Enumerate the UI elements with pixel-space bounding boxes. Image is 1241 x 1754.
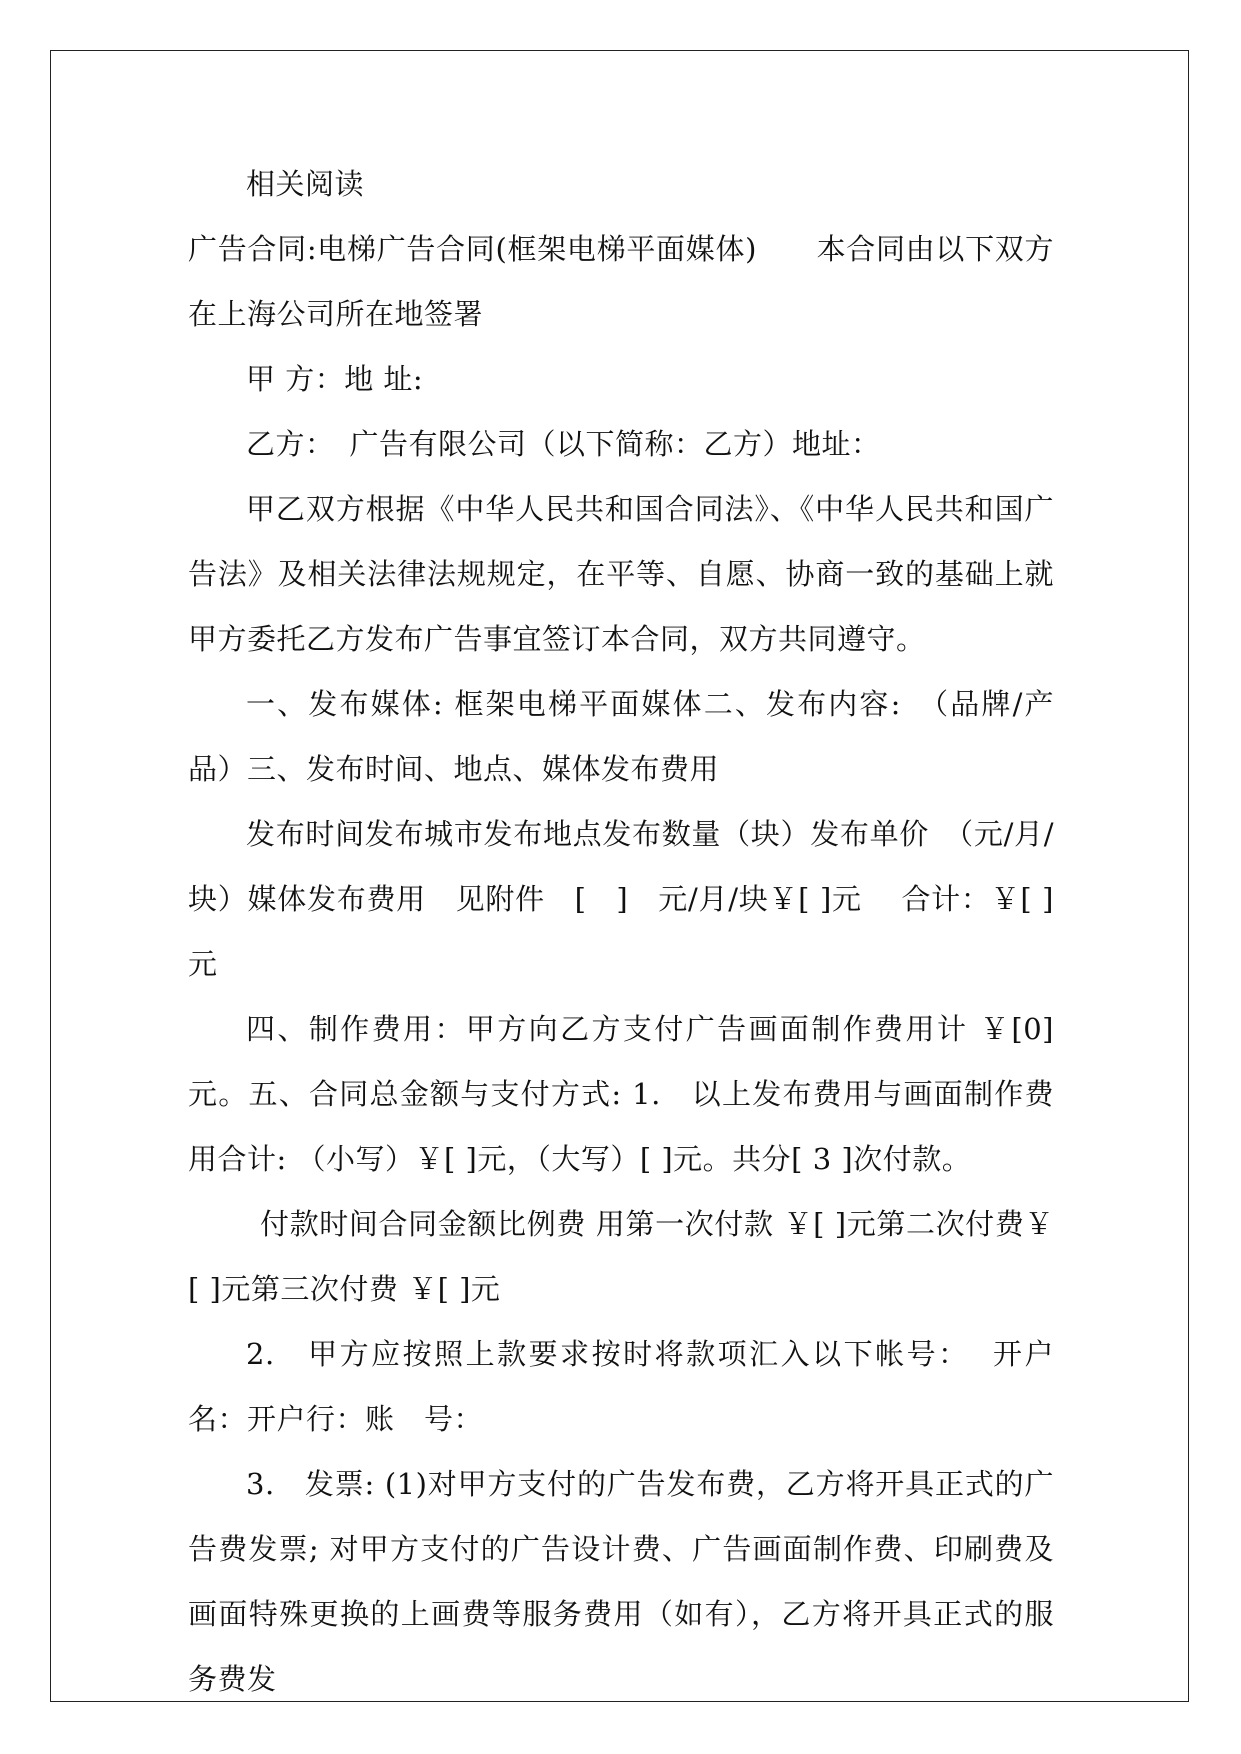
payment-schedule-paragraph: 付款时间合同金额比例费 用第一次付款 ￥[ ]元第二次付费￥[ ]元第三次付费 ￥[ ]元 — [188, 1207, 1054, 1306]
contract-title-paragraph: 广告合同:电梯广告合同(框架电梯平面媒体) 本合同由以下双方在上海公司所在地签署 — [188, 232, 1054, 331]
document-body — [188, 152, 1054, 1712]
bank-account-paragraph: 2. 甲方应按照上款要求按时将款项汇入以下帐号： 开户名：开户行：账 号： — [188, 1337, 1054, 1436]
party-a-line: 甲 方：地 址: — [246, 362, 424, 396]
party-b-line: 乙方： 广告有限公司（以下简称：乙方）地址： — [246, 427, 881, 461]
related-reading-heading: 相关阅读 — [246, 167, 365, 201]
preamble-paragraph: 甲乙双方根据《中华人民共和国合同法》、《中华人民共和国广告法》及相关法律法规规定，在平等、自愿、协商一致的基础上就甲方委托乙方发布广告事宜签订本合同，双方共同遵守。 — [188, 492, 1054, 656]
production-and-payment-paragraph: 四、制作费用：甲方向乙方支付广告画面制作费用计 ￥[0]元。五、合同总金额与支付方式: 1. 以上发布费用与画面制作费用合计: （小写）￥[ ]元，（大写）[ ]元。共分[ 3 ]次付款。 — [188, 1012, 1054, 1176]
invoice-paragraph: 3. 发票: (1)对甲方支付的广告发布费，乙方将开具正式的广告费发票; 对甲方支付的广告设计费、广告画面制作费、印刷费及画面特殊更换的上画费等服务费用（如有），乙方将开具正式的服务费发 — [188, 1467, 1054, 1696]
clauses-media-content-paragraph: 一、发布媒体: 框架电梯平面媒体二、发布内容: （品牌/产品）三、发布时间、地点、媒体发布费用 — [188, 687, 1054, 786]
fee-table-paragraph: 发布时间发布城市发布地点发布数量（块）发布单价 （元/月/块）媒体发布费用 见附件 [ ] 元/月/块￥[ ]元 合计：￥[ ]元 — [188, 817, 1054, 981]
